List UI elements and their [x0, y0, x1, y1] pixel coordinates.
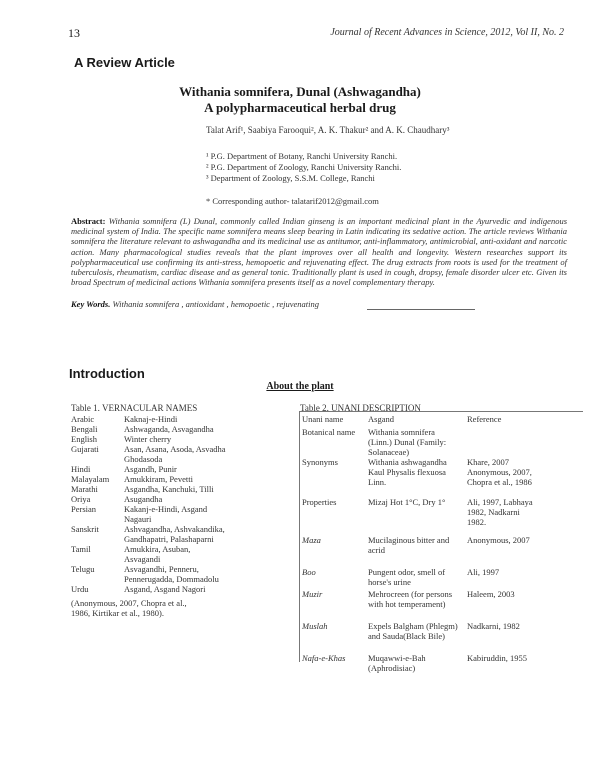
language-cell	[71, 554, 124, 564]
table2-header-reference: Reference	[467, 414, 502, 424]
language-cell: Persian	[71, 504, 97, 514]
abstract-text: Withania somnifera (L) Dunal, commonly called Indian ginseng is an important medicinal plant in the Ayurvedic and indigenous medicinal system of India. The specific name somnifera means sleep bearing in Latin indicating its sedative action. The article reviews Withania somnifera the literature relevant to ashwagandha and its medicinal use as antitumor, anti-inflammatory, antimicrobial, anti-oxidant and narcotic action. Many pharmacological studies reveals that the plant improves over all health and longevity. Western researches support its polypharmaceutical use confirming its anti-stress, hemopoetic and rejuvenating effect. The drug extracts from roots is used for the treatment of tuberculosis, rheumatism, cardiac disease and as general tonic. Traditionally plant is used in cough, dropsy, female disorder ulcer etc. Given its broad Spectrum of medicinal actions Withania somnifera presents itself as a novel complementary therapy.	[71, 216, 568, 288]
abstract-label: Abstract:	[71, 216, 106, 226]
vernacular-name-cell: Asgand, Asgand Nagori	[124, 584, 206, 594]
table1-row	[71, 584, 296, 594]
table1-row	[71, 444, 296, 454]
table2-description-cell: Withania ashwagandha Kaul Physalis flexuosa Linn.	[368, 457, 447, 487]
separator-rule	[367, 309, 475, 310]
table2-name-cell: Nafa-e-Khas	[302, 653, 346, 663]
affiliation-3: ³ Department of Zoology, S.S.M. College, Ranchi	[206, 173, 375, 183]
table2-caption: Table 2. UNANI DESCRIPTION	[300, 403, 421, 413]
table2-reference-cell: Kabiruddin, 1955	[467, 653, 527, 663]
table1-row	[71, 484, 296, 494]
vernacular-name-cell: Asan, Asana, Asoda, Asvadha	[124, 444, 226, 454]
vernacular-name-cell: Asugandha	[124, 494, 163, 504]
table1-row	[71, 464, 296, 474]
language-cell: Hindi	[71, 464, 91, 474]
table2-description-cell: Muqawwi-e-Bah (Aphrodisiac)	[368, 653, 426, 673]
table2-header-unani-name: Unani name	[302, 414, 344, 424]
vernacular-name-cell: Asvagandhi, Penneru,	[124, 564, 199, 574]
table2-description-cell: Expels Balgham (Phlegm) and Sauda(Black Bile)	[368, 621, 458, 641]
language-cell: Gujarati	[71, 444, 99, 454]
language-cell: Sanskrit	[71, 524, 99, 534]
table1-row	[71, 424, 296, 434]
table2-reference-cell: Anonymous, 2007	[467, 535, 530, 545]
introduction-heading: Introduction	[69, 366, 145, 381]
table1-row	[71, 434, 296, 444]
vernacular-name-cell: Pennerugadda, Dommadolu	[124, 574, 219, 584]
author-list: Talat Arif¹, Saabiya Farooqui², A. K. Thakur² and A. K. Chaudhary³	[206, 125, 450, 135]
table1-row	[71, 514, 296, 524]
table1-source-1: (Anonymous, 2007, Chopra et al.,	[71, 598, 187, 608]
table2-name-cell: Botanical name	[302, 427, 356, 437]
title-line-2: A polypharmaceutical herbal drug	[204, 100, 396, 115]
language-cell	[71, 534, 124, 544]
language-cell: Tamil	[71, 544, 91, 554]
table2-name-cell: Synonyms	[302, 457, 338, 467]
table1-row	[71, 414, 296, 424]
journal-header: Journal of Recent Advances in Science, 2012, Vol II, No. 2	[330, 27, 564, 38]
language-cell: Malayalam	[71, 474, 110, 484]
language-cell	[71, 454, 124, 464]
vernacular-name-cell: Nagauri	[124, 514, 152, 524]
table1-row	[71, 554, 296, 564]
table1-caption: Table 1. VERNACULAR NAMES	[71, 403, 198, 413]
table2-top-rule	[299, 411, 583, 412]
table1-row	[71, 504, 296, 514]
table2-reference-cell: Khare, 2007 Anonymous, 2007, Chopra et al., 1986	[467, 457, 532, 487]
table1-row	[71, 574, 296, 584]
keywords	[71, 299, 319, 309]
vernacular-name-cell: Gandhapatri, Palashaparni	[124, 534, 214, 544]
keywords-label: Key Words.	[71, 299, 111, 309]
table2-description-cell: Mehrocreen (for persons with hot temperament)	[368, 589, 453, 609]
table1-row	[71, 564, 296, 574]
table2-reference-cell: Haleem, 2003	[467, 589, 515, 599]
table2-description-cell: Pungent odor, smell of horse's urine	[368, 567, 446, 587]
language-cell	[71, 514, 124, 524]
vernacular-name-cell: Asvagandi	[124, 554, 161, 564]
abstract	[71, 216, 567, 287]
vernacular-name-cell: Amukkira, Asuban,	[124, 544, 191, 554]
vernacular-name-cell: Amukkiram, Pevetti	[124, 474, 193, 484]
vernacular-name-cell: Ashvagandha, Ashvakandika,	[124, 524, 225, 534]
affiliation-1: ¹ P.G. Department of Botany, Ranchi University Ranchi.	[206, 151, 398, 161]
table2-reference-cell: Ali, 1997	[467, 567, 500, 577]
corresponding-author: * Corresponding author- talatarif2012@gmail.com	[206, 196, 379, 206]
table1-source-2: 1986, Kirtikar et al., 1980).	[71, 608, 165, 618]
language-cell: Oriya	[71, 494, 91, 504]
vernacular-name-cell: Ghodasoda	[124, 454, 163, 464]
table1-row	[71, 474, 296, 484]
table2-name-cell: Boo	[302, 567, 316, 577]
table1-row	[71, 544, 296, 554]
vernacular-name-cell: Asgandh, Punir	[124, 464, 177, 474]
about-plant-heading: About the plant	[266, 381, 334, 392]
language-cell: English	[71, 434, 97, 444]
table2-name-cell: Muslah	[302, 621, 328, 631]
language-cell	[71, 574, 124, 584]
table1-row	[71, 534, 296, 544]
vernacular-name-cell: Asgandha, Kanchuki, Tilli	[124, 484, 214, 494]
table2-name-cell: Maza	[302, 535, 321, 545]
keywords-text: Withania somnifera , antioxidant , hemopoetic , rejuvenating	[112, 299, 319, 309]
table1-row	[71, 454, 296, 464]
table2-name-cell: Properties	[302, 497, 337, 507]
table1-row	[71, 524, 296, 534]
vernacular-name-cell: Kaknaj-e-Hindi	[124, 414, 178, 424]
language-cell: Telugu	[71, 564, 95, 574]
table2-description-cell: Mizaj Hot 1°C, Dry 1°	[368, 497, 446, 507]
title-line-1: Withania somnifera, Dunal (Ashwagandha)	[179, 84, 421, 99]
table1-row	[71, 494, 296, 504]
page-number: 13	[68, 26, 80, 40]
affiliation-2: ² P.G. Department of Zoology, Ranchi University Ranchi.	[206, 162, 402, 172]
table2-reference-cell: Nadkarni, 1982	[467, 621, 520, 631]
vernacular-name-cell: Ashwaganda, Asvagandha	[124, 424, 214, 434]
language-cell: Arabic	[71, 414, 95, 424]
table2-header-asgand: Asgand	[368, 414, 394, 424]
table2-name-cell: Muzir	[302, 589, 323, 599]
article-type: A Review Article	[74, 55, 175, 70]
table2-description-cell: Withania somnifera (Linn.) Dunal (Family: Solanaceae)	[368, 427, 447, 457]
vernacular-name-cell: Winter cherry	[124, 434, 172, 444]
language-cell: Marathi	[71, 484, 98, 494]
table2-left-rule	[299, 411, 300, 662]
vernacular-names-table	[71, 414, 296, 594]
language-cell: Urdu	[71, 584, 89, 594]
table2-description-cell: Mucilaginous bitter and acrid	[368, 535, 450, 555]
language-cell: Bengali	[71, 424, 98, 434]
table2-reference-cell: Ali, 1997, Labhaya 1982, Nadkarni 1982.	[467, 497, 533, 527]
vernacular-name-cell: Kakanj-e-Hindi, Asgand	[124, 504, 208, 514]
